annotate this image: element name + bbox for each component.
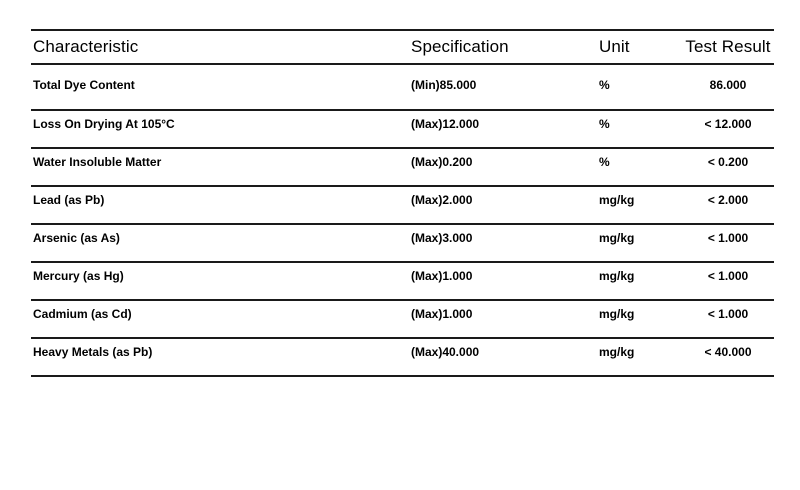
cell-test-result: < 0.200 [707, 155, 749, 169]
table-row [31, 339, 774, 377]
cell-characteristic: Loss On Drying At 105°C [33, 117, 175, 131]
cell-test-result: < 40.000 [704, 345, 752, 359]
cell-characteristic: Lead (as Pb) [33, 193, 105, 207]
cell-unit: % [599, 78, 610, 92]
cell-unit: % [599, 155, 610, 169]
cell-test-result: < 1.000 [707, 307, 749, 321]
cell-test-result: 86.000 [709, 78, 747, 92]
specification-table [31, 29, 774, 377]
cell-specification: (Max)1.000 [411, 307, 473, 321]
table-row [31, 301, 774, 339]
cell-characteristic: Mercury (as Hg) [33, 269, 124, 283]
cell-specification: (Max)0.200 [411, 155, 473, 169]
column-header-specification: Specification [411, 37, 509, 56]
cell-unit: mg/kg [599, 231, 635, 245]
cell-specification: (Max)3.000 [411, 231, 473, 245]
cell-specification: (Max)1.000 [411, 269, 473, 283]
cell-specification: (Max)40.000 [411, 345, 480, 359]
column-header-unit: Unit [599, 37, 630, 56]
cell-characteristic: Heavy Metals (as Pb) [33, 345, 153, 359]
cell-specification: (Max)12.000 [411, 117, 480, 131]
cell-test-result: < 12.000 [704, 117, 752, 131]
table-header-row [31, 31, 774, 65]
cell-characteristic: Water Insoluble Matter [33, 155, 162, 169]
column-header-test-result: Test Result [685, 37, 771, 56]
column-header-characteristic: Characteristic [33, 37, 139, 56]
table-row [31, 187, 774, 225]
table-row [31, 225, 774, 263]
cell-unit: mg/kg [599, 269, 635, 283]
cell-unit: mg/kg [599, 345, 635, 359]
cell-test-result: < 2.000 [707, 193, 749, 207]
table-row [31, 65, 774, 111]
cell-specification: (Min)85.000 [411, 78, 477, 92]
cell-unit: % [599, 117, 610, 131]
cell-specification: (Max)2.000 [411, 193, 473, 207]
cell-characteristic: Arsenic (as As) [33, 231, 120, 245]
cell-unit: mg/kg [599, 193, 635, 207]
table-row [31, 149, 774, 187]
table-row [31, 263, 774, 301]
cell-characteristic: Cadmium (as Cd) [33, 307, 132, 321]
cell-characteristic: Total Dye Content [33, 78, 135, 92]
table-row [31, 111, 774, 149]
cell-test-result: < 1.000 [707, 231, 749, 245]
cell-test-result: < 1.000 [707, 269, 749, 283]
cell-unit: mg/kg [599, 307, 635, 321]
